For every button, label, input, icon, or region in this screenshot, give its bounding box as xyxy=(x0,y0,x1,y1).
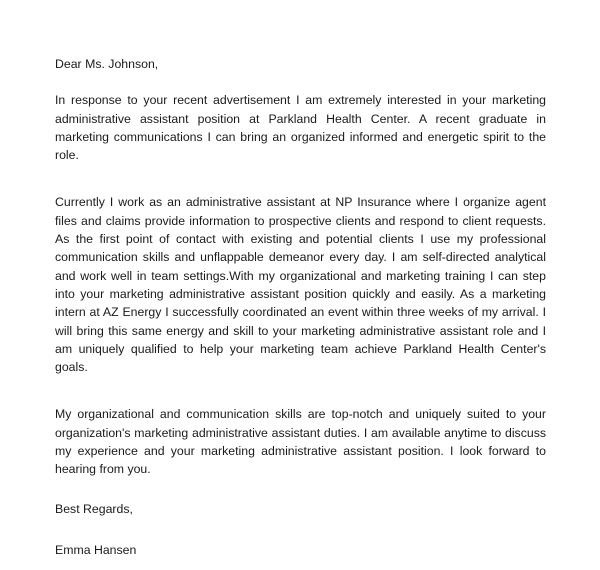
paragraph-intro: In response to your recent advertisement I am extremely interested in your marketing administrative assistant position at Parkland Health Center. A recent graduate in marketing communications I can bring an organized informed and energetic spirit to the role. xyxy=(55,93,546,163)
closing-line: Best Regards, xyxy=(55,501,133,516)
cover-letter xyxy=(55,55,546,559)
signature-name: Emma Hansen xyxy=(55,542,137,557)
paragraph-closing-remarks: My organizational and communication skills are top-notch and uniquely suited to your organization's marketing administrative assistant duties. I am available anytime to discuss my experience and your marketing administrative assistant position. I look forward to hearing from you. xyxy=(55,407,546,477)
salutation: Dear Ms. Johnson, xyxy=(55,57,159,71)
paragraph-experience: Currently I work as an administrative assistant at NP Insurance where I organize agent files and claims provide information to prospective clients and respond to client requests. As the first point of contact with existing and potential clients I use my professional communication skills and unflappable demeanor every day. I am self-directed analytical and work well in team settings.With my organizational and marketing training I can step into your marketing administrative assistant position quickly and easily. As a marketing intern at AZ Energy I successfully coordinated an event within three weeks of my arrival. I will bring this same energy and skill to your marketing administrative assistant role and I am uniquely qualified to help your marketing team achieve Parkland Health Center's goals. xyxy=(55,195,546,375)
